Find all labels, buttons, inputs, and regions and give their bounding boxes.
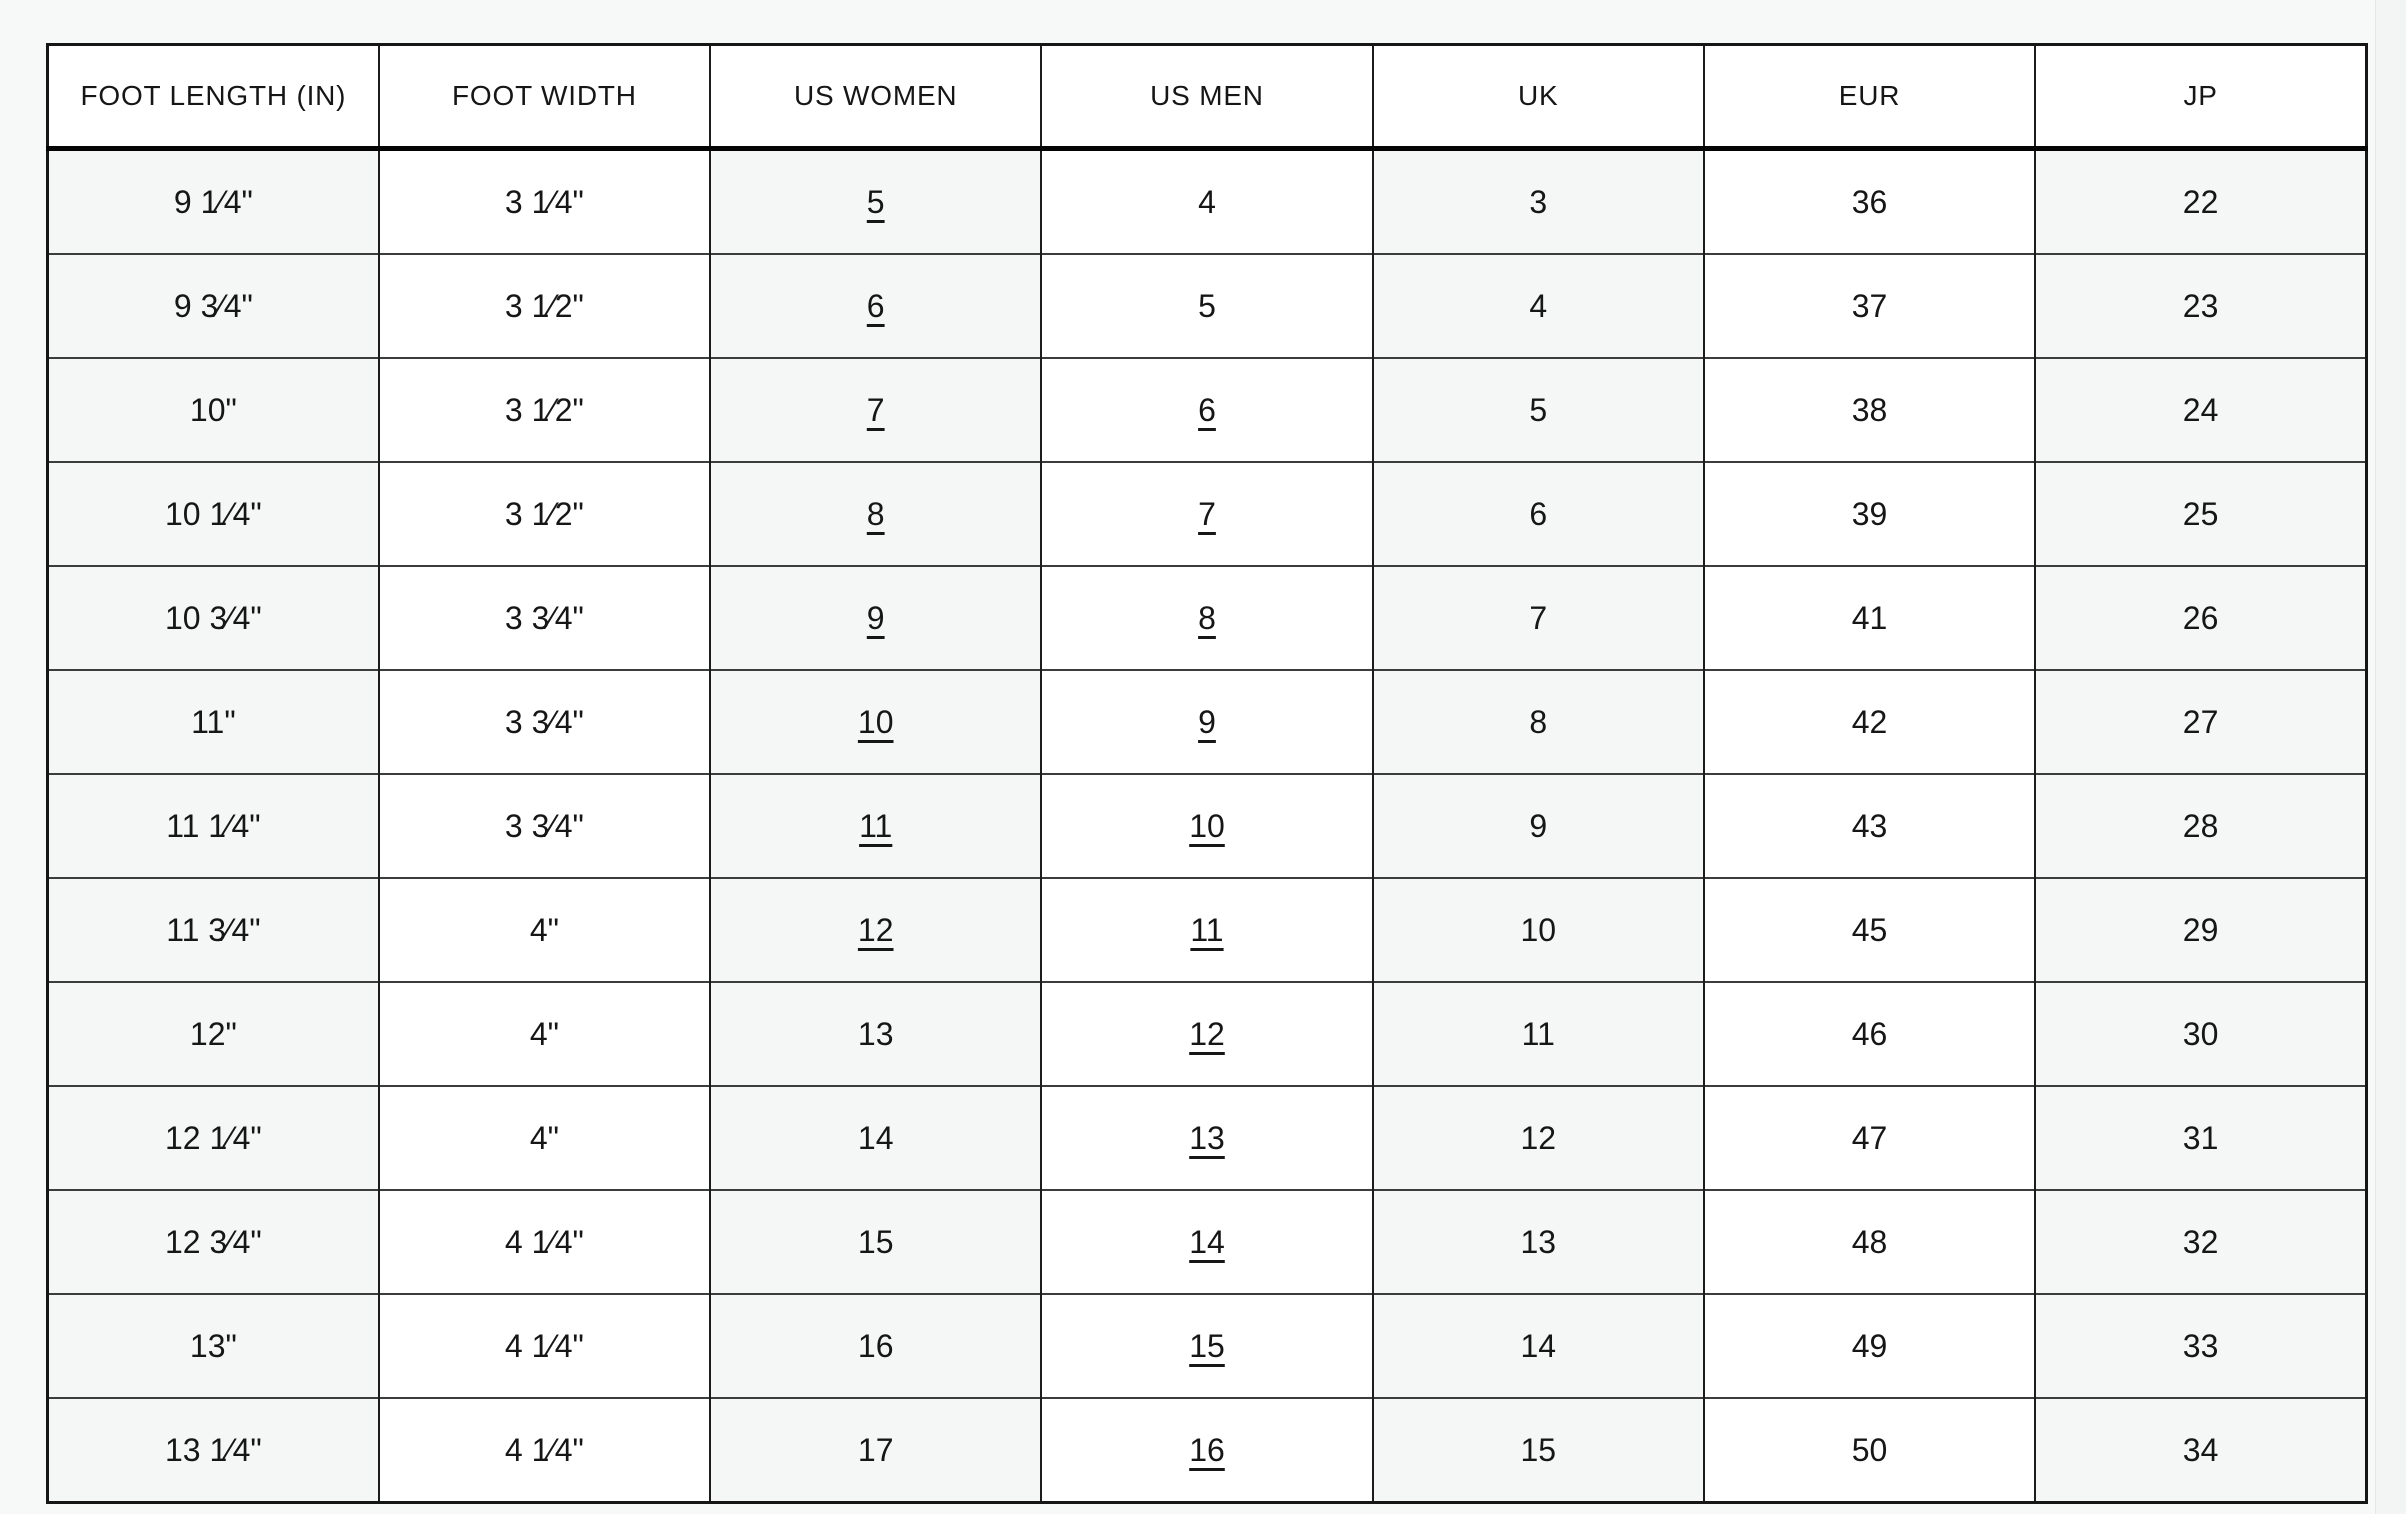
cell-value: 4" [529, 1119, 559, 1156]
table-row [48, 982, 2367, 1086]
cell-foot_width [379, 1398, 710, 1503]
cell-us_women [710, 1086, 1041, 1190]
cell-value: 9 1⁄4" [173, 183, 253, 220]
size-link-us_men[interactable]: 14 [1189, 1223, 1225, 1260]
cell-foot_width [379, 1086, 710, 1190]
cell-jp [2035, 878, 2366, 982]
cell-foot_width [379, 1190, 710, 1294]
cell-value: 26 [2182, 599, 2219, 636]
cell-value: 12 1⁄4" [165, 1119, 262, 1156]
cell-value: 12 3⁄4" [165, 1223, 262, 1260]
cell-foot_length [48, 566, 379, 670]
cell-foot_length [48, 254, 379, 358]
cell-value: 42 [1851, 703, 1888, 740]
column-header-jp: JP [2035, 45, 2366, 149]
cell-value: 24 [2182, 391, 2219, 428]
cell-eur [1704, 982, 2035, 1086]
cell-foot_width [379, 254, 710, 358]
cell-foot_width [379, 774, 710, 878]
size-link-us_women[interactable]: 10 [857, 703, 894, 740]
cell-value: 32 [2182, 1223, 2219, 1260]
cell-us_women [710, 1398, 1041, 1503]
cell-value: 14 [857, 1119, 894, 1156]
cell-us_women [710, 774, 1041, 878]
cell-eur [1704, 670, 2035, 774]
table-row [48, 462, 2367, 566]
cell-value: 11 [1521, 1015, 1555, 1052]
cell-us_men [1041, 878, 1372, 982]
cell-eur [1704, 1190, 2035, 1294]
cell-foot_length [48, 358, 379, 462]
cell-value: 33 [2182, 1327, 2219, 1364]
size-link-us_women[interactable]: 12 [857, 911, 894, 948]
size-link-us_men[interactable]: 8 [1198, 599, 1216, 636]
cell-jp [2035, 982, 2366, 1086]
cell-value: 9 3⁄4" [173, 287, 253, 324]
cell-eur [1704, 1294, 2035, 1398]
cell-us_men [1041, 774, 1372, 878]
cell-value: 14 [1520, 1327, 1557, 1364]
cell-value: 4" [529, 911, 559, 948]
cell-value: 10 3⁄4" [165, 599, 262, 636]
cell-eur [1704, 149, 2035, 255]
table-row [48, 358, 2367, 462]
cell-value: 13 [1520, 1223, 1557, 1260]
cell-value: 3 [1529, 183, 1548, 220]
table-row [48, 1086, 2367, 1190]
cell-value: 46 [1851, 1015, 1888, 1052]
cell-value: 3 1⁄2" [504, 287, 584, 324]
size-link-us_men[interactable]: 7 [1198, 495, 1216, 532]
table-row [48, 1398, 2367, 1503]
cell-us_women [710, 149, 1041, 255]
cell-foot_width [379, 878, 710, 982]
cell-uk [1373, 462, 1704, 566]
cell-value: 23 [2182, 287, 2219, 324]
cell-value: 25 [2182, 495, 2219, 532]
cell-value: 8 [1529, 703, 1548, 740]
cell-value: 11 1⁄4" [166, 807, 261, 844]
column-header-foot_length: FOOT LENGTH (IN) [48, 45, 379, 149]
cell-us_men [1041, 566, 1372, 670]
column-header-eur: EUR [1704, 45, 2035, 149]
cell-value: 11 3⁄4" [166, 911, 261, 948]
cell-foot_width [379, 149, 710, 255]
cell-foot_length [48, 774, 379, 878]
cell-uk [1373, 149, 1704, 255]
cell-foot_length [48, 670, 379, 774]
cell-eur [1704, 358, 2035, 462]
cell-value: 9 [1529, 807, 1548, 844]
cell-uk [1373, 254, 1704, 358]
cell-foot_width [379, 358, 710, 462]
header-row [48, 45, 2367, 149]
cell-value: 41 [1851, 599, 1888, 636]
cell-value: 50 [1851, 1431, 1888, 1468]
cell-eur [1704, 566, 2035, 670]
cell-us_women [710, 878, 1041, 982]
cell-value: 45 [1851, 911, 1888, 948]
size-link-us_men[interactable]: 13 [1189, 1119, 1225, 1156]
cell-value: 4" [529, 1015, 559, 1052]
table-row [48, 254, 2367, 358]
cell-value: 3 1⁄4" [504, 183, 584, 220]
cell-value: 3 1⁄2" [504, 495, 584, 532]
cell-us_women [710, 358, 1041, 462]
cell-foot_width [379, 982, 710, 1086]
cell-eur [1704, 878, 2035, 982]
column-header-us_men: US MEN [1041, 45, 1372, 149]
cell-value: 3 3⁄4" [504, 703, 584, 740]
cell-value: 12" [189, 1015, 237, 1052]
cell-uk [1373, 878, 1704, 982]
cell-foot_length [48, 982, 379, 1086]
size-link-us_men[interactable]: 15 [1189, 1327, 1225, 1364]
cell-value: 34 [2182, 1431, 2219, 1468]
cell-jp [2035, 462, 2366, 566]
cell-foot_width [379, 566, 710, 670]
cell-uk [1373, 358, 1704, 462]
cell-value: 36 [1851, 183, 1888, 220]
column-header-us_women: US WOMEN [710, 45, 1041, 149]
cell-value: 4 1⁄4" [504, 1327, 584, 1364]
cell-value: 13 [857, 1015, 894, 1052]
cell-uk [1373, 1294, 1704, 1398]
cell-us_men [1041, 254, 1372, 358]
cell-us_men [1041, 670, 1372, 774]
table-row [48, 670, 2367, 774]
cell-value: 16 [857, 1327, 894, 1364]
cell-value: 6 [1529, 495, 1548, 532]
cell-foot_width [379, 462, 710, 566]
size-link-us_men[interactable]: 10 [1189, 807, 1225, 844]
cell-foot_length [48, 1294, 379, 1398]
cell-value: 3 1⁄2" [504, 391, 584, 428]
cell-us_women [710, 982, 1041, 1086]
cell-value: 3 3⁄4" [504, 807, 584, 844]
table-row [48, 566, 2367, 670]
cell-value: 49 [1851, 1327, 1888, 1364]
cell-us_men [1041, 358, 1372, 462]
cell-us_women [710, 1190, 1041, 1294]
size-link-us_women[interactable]: 5 [866, 183, 885, 220]
cell-eur [1704, 774, 2035, 878]
table-body [48, 149, 2367, 1503]
cell-jp [2035, 254, 2366, 358]
cell-value: 47 [1851, 1119, 1888, 1156]
cell-foot_length [48, 878, 379, 982]
cell-jp [2035, 670, 2366, 774]
cell-eur [1704, 462, 2035, 566]
size-link-us_women[interactable]: 9 [866, 599, 885, 636]
cell-uk [1373, 774, 1704, 878]
cell-foot_length [48, 1086, 379, 1190]
scrollbar-track[interactable] [2375, 0, 2406, 1514]
cell-us_women [710, 566, 1041, 670]
cell-value: 5 [1198, 287, 1216, 324]
table-row [48, 1294, 2367, 1398]
cell-uk [1373, 566, 1704, 670]
cell-jp [2035, 1398, 2366, 1503]
size-link-us_men[interactable]: 16 [1189, 1431, 1225, 1468]
cell-value: 3 3⁄4" [504, 599, 584, 636]
cell-foot_width [379, 1294, 710, 1398]
column-header-foot_width: FOOT WIDTH [379, 45, 710, 149]
size-link-us_women[interactable]: 11 [859, 807, 893, 844]
cell-eur [1704, 1086, 2035, 1190]
cell-uk [1373, 982, 1704, 1086]
cell-value: 43 [1851, 807, 1888, 844]
size-link-us_men[interactable]: 12 [1189, 1015, 1225, 1052]
cell-value: 7 [1529, 599, 1548, 636]
size-link-us_women[interactable]: 7 [866, 391, 885, 428]
cell-foot_length [48, 1398, 379, 1503]
cell-foot_length [48, 462, 379, 566]
table-row [48, 1190, 2367, 1294]
cell-value: 30 [2182, 1015, 2219, 1052]
size-link-us_women[interactable]: 6 [866, 287, 885, 324]
cell-foot_width [379, 670, 710, 774]
cell-foot_length [48, 1190, 379, 1294]
cell-value: 17 [857, 1431, 894, 1468]
cell-jp [2035, 774, 2366, 878]
cell-value: 10 [1520, 911, 1557, 948]
table-row [48, 878, 2367, 982]
cell-value: 22 [2182, 183, 2219, 220]
cell-value: 38 [1851, 391, 1888, 428]
size-link-us_women[interactable]: 8 [866, 495, 885, 532]
cell-uk [1373, 670, 1704, 774]
cell-us_men [1041, 149, 1372, 255]
size-link-us_men[interactable]: 6 [1198, 391, 1216, 428]
cell-us_men [1041, 982, 1372, 1086]
cell-eur [1704, 1398, 2035, 1503]
cell-value: 4 1⁄4" [504, 1431, 584, 1468]
table-header [48, 45, 2367, 149]
cell-value: 37 [1851, 287, 1888, 324]
cell-uk [1373, 1398, 1704, 1503]
cell-us_women [710, 670, 1041, 774]
cell-value: 4 [1198, 183, 1216, 220]
cell-jp [2035, 566, 2366, 670]
cell-value: 27 [2182, 703, 2219, 740]
cell-value: 13 1⁄4" [165, 1431, 262, 1468]
cell-value: 11" [191, 703, 236, 740]
cell-jp [2035, 1086, 2366, 1190]
table-row [48, 149, 2367, 255]
cell-us_men [1041, 462, 1372, 566]
size-conversion-table [46, 43, 2368, 1504]
size-link-us_men[interactable]: 11 [1190, 911, 1224, 948]
cell-value: 13" [189, 1327, 237, 1364]
cell-uk [1373, 1190, 1704, 1294]
cell-jp [2035, 358, 2366, 462]
cell-value: 10" [189, 391, 237, 428]
cell-foot_length [48, 149, 379, 255]
column-header-uk: UK [1373, 45, 1704, 149]
cell-value: 12 [1520, 1119, 1557, 1156]
cell-value: 4 [1529, 287, 1548, 324]
cell-uk [1373, 1086, 1704, 1190]
size-link-us_men[interactable]: 9 [1198, 703, 1216, 740]
cell-us_women [710, 1294, 1041, 1398]
cell-jp [2035, 1190, 2366, 1294]
cell-value: 4 1⁄4" [504, 1223, 584, 1260]
cell-value: 5 [1529, 391, 1548, 428]
cell-value: 29 [2182, 911, 2219, 948]
cell-us_men [1041, 1398, 1372, 1503]
cell-eur [1704, 254, 2035, 358]
cell-value: 48 [1851, 1223, 1888, 1260]
cell-value: 10 1⁄4" [165, 495, 262, 532]
cell-value: 28 [2182, 807, 2219, 844]
table-row [48, 774, 2367, 878]
cell-value: 15 [857, 1223, 894, 1260]
cell-us_men [1041, 1190, 1372, 1294]
cell-value: 15 [1520, 1431, 1557, 1468]
cell-us_men [1041, 1294, 1372, 1398]
cell-jp [2035, 1294, 2366, 1398]
cell-value: 31 [2182, 1119, 2219, 1156]
cell-us_women [710, 254, 1041, 358]
cell-us_men [1041, 1086, 1372, 1190]
cell-jp [2035, 149, 2366, 255]
cell-value: 39 [1851, 495, 1888, 532]
cell-us_women [710, 462, 1041, 566]
